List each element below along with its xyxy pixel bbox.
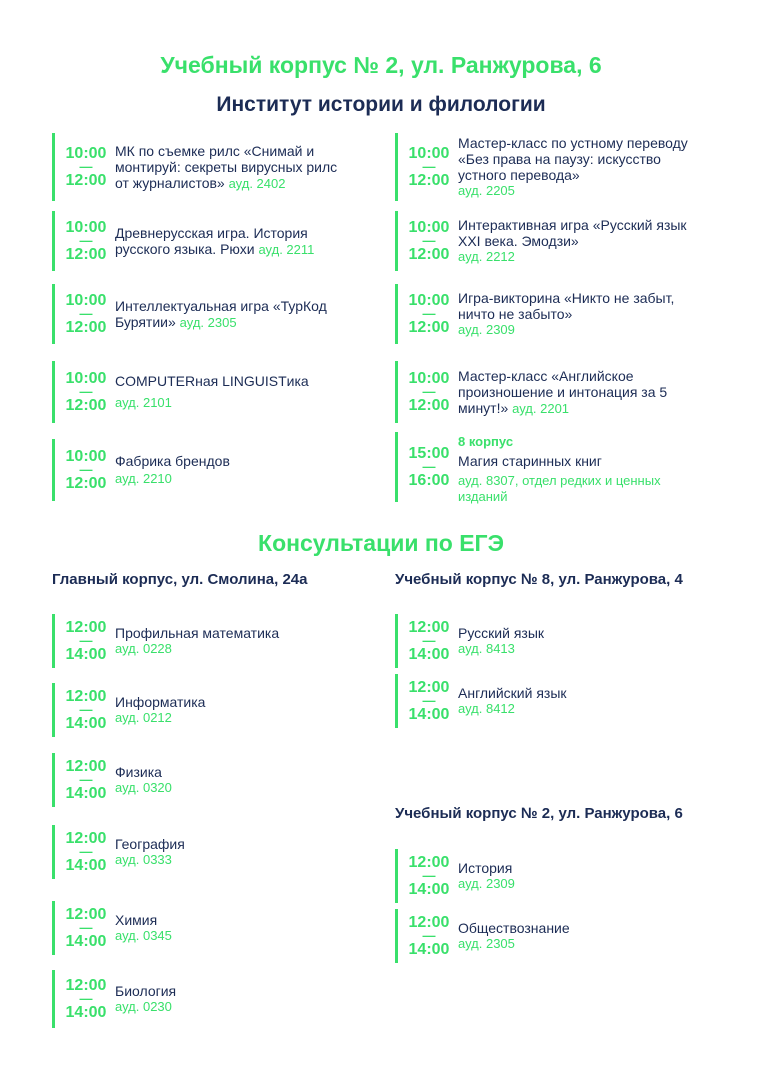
time-dash: — [422, 306, 436, 321]
start-time: 12:00 [65, 619, 107, 636]
end-time: 12:00 [408, 246, 450, 263]
event-item [395, 211, 708, 271]
event-item [52, 284, 345, 344]
start-time: 10:00 [408, 145, 450, 162]
event-title: Фабрика брендов [115, 453, 230, 469]
event-title: Мастер-класс «Английское произношение и интонация за 5 минут!» [458, 367, 668, 416]
end-time: 14:00 [65, 715, 107, 732]
event-item [52, 439, 345, 501]
time-dash: — [79, 633, 93, 648]
event-item [52, 361, 345, 423]
consultation-subject: Биология [115, 983, 177, 999]
event-title: Интеллектуальная игра «ТурКод Бурятии» [115, 297, 327, 330]
consultation-time [61, 970, 111, 1028]
consultation-item [52, 901, 355, 955]
consultation-room: ауд. 0333 [115, 852, 172, 867]
time-dash: — [79, 384, 93, 399]
consultation-time [61, 825, 111, 879]
start-time: 12:00 [65, 906, 107, 923]
ege-title: Консультации по ЕГЭ [258, 530, 504, 556]
consultation-subject: География [115, 836, 185, 852]
consultation-item [395, 614, 698, 668]
time-dash: — [422, 459, 436, 474]
event-title: Мастер-класс по устному переводу «Без права на паузу: искусство устного перевода» [458, 135, 688, 183]
corp8-heading: Учебный корпус № 8, ул. Ранжурова, 4 [395, 571, 683, 588]
end-time: 12:00 [408, 397, 450, 414]
consultation-room: ауд. 8412 [458, 701, 515, 716]
consultation-item [52, 753, 355, 807]
start-time: 10:00 [408, 219, 450, 236]
start-time: 12:00 [65, 977, 107, 994]
event-room: ауд. 8307, отдел редких и ценных изданий [458, 473, 661, 504]
event-time [404, 361, 454, 423]
event-time [404, 211, 454, 271]
consultation-room: ауд. 0230 [115, 999, 172, 1014]
event-time [61, 439, 111, 501]
consultation-subject: Физика [115, 764, 162, 780]
start-time: 15:00 [408, 445, 450, 462]
consultation-time [61, 614, 111, 668]
end-time: 14:00 [65, 857, 107, 874]
consultation-room: ауд. 2309 [458, 876, 515, 891]
consultation-subject: Профильная математика [115, 625, 280, 641]
start-time: 10:00 [65, 448, 107, 465]
end-time: 12:00 [408, 172, 450, 189]
end-time: 14:00 [408, 646, 450, 663]
event-room: ауд. 2210 [115, 471, 172, 486]
event-item [395, 361, 708, 423]
event-room: ауд. 2212 [458, 249, 515, 264]
consultation-item [395, 674, 698, 728]
consultation-room: ауд. 0345 [115, 928, 172, 943]
event-room: ауд. 2101 [115, 395, 172, 410]
time-dash: — [79, 920, 93, 935]
consultation-room: ауд. 2305 [458, 936, 515, 951]
end-time: 14:00 [65, 646, 107, 663]
event-item [52, 211, 345, 271]
start-time: 12:00 [408, 679, 450, 696]
end-time: 12:00 [65, 172, 107, 189]
consultation-item [52, 825, 355, 879]
main-building-heading: Главный корпус, ул. Смолина, 24а [52, 571, 308, 588]
event-title: COMPUTERная LINGUISTика [115, 373, 309, 389]
consultation-item [395, 909, 698, 963]
start-time: 12:00 [65, 758, 107, 775]
event-room: ауд. 2211 [258, 241, 315, 257]
consultation-time [404, 674, 454, 728]
consultation-subject: Русский язык [458, 625, 545, 641]
event-room: ауд. 2309 [458, 322, 515, 337]
end-time: 14:00 [65, 933, 107, 950]
consultation-time [61, 753, 111, 807]
end-time: 14:00 [65, 785, 107, 802]
event-time [61, 284, 111, 344]
event-item [395, 432, 708, 502]
end-time: 12:00 [65, 475, 107, 492]
end-time: 14:00 [408, 941, 450, 958]
consultation-item [52, 614, 355, 668]
consultation-subject: Информатика [115, 694, 206, 710]
time-dash: — [79, 772, 93, 787]
event-time [61, 133, 111, 201]
event-time [404, 284, 454, 344]
time-dash: — [422, 928, 436, 943]
consultation-time [404, 909, 454, 963]
consultation-subject: Химия [115, 912, 158, 928]
event-time [404, 133, 454, 201]
start-time: 12:00 [408, 914, 450, 931]
consultation-room: ауд. 0228 [115, 641, 172, 656]
time-dash: — [79, 159, 93, 174]
event-title: Древнерусская игра. История русского языка. Рюхи [115, 224, 308, 257]
end-time: 14:00 [65, 1004, 107, 1021]
event-item [395, 284, 708, 344]
end-time: 14:00 [408, 706, 450, 723]
start-time: 12:00 [408, 619, 450, 636]
consultation-time [61, 683, 111, 737]
consultation-time [61, 901, 111, 955]
end-time: 12:00 [65, 246, 107, 263]
start-time: 10:00 [65, 145, 107, 162]
consultation-time [404, 849, 454, 903]
start-time: 10:00 [408, 292, 450, 309]
time-dash: — [79, 306, 93, 321]
end-time: 14:00 [408, 881, 450, 898]
event-room: ауд. 2402 [228, 175, 286, 191]
consultation-item [52, 683, 355, 737]
event-room: ауд. 2201 [512, 400, 570, 416]
building-title: Учебный корпус № 2, ул. Ранжурова, 6 [160, 52, 602, 78]
consultation-item [395, 849, 698, 903]
event-time [61, 361, 111, 423]
end-time: 12:00 [408, 319, 450, 336]
event-time [404, 432, 454, 502]
institute-title: Институт истории и филологии [216, 93, 546, 116]
event-title: Интерактивная игра «Русский язык XXI века. Эмодзи» [458, 217, 687, 249]
time-dash: — [422, 633, 436, 648]
time-dash: — [79, 844, 93, 859]
time-dash: — [79, 462, 93, 477]
end-time: 16:00 [408, 472, 450, 489]
consultation-subject: Обществознание [458, 920, 570, 936]
event-title: Магия старинных книг [458, 453, 602, 469]
event-title: МК по съемке рилс «Снимай и монтируй: секреты вирусных рилс от журналистов» [115, 142, 338, 191]
corp2-heading: Учебный корпус № 2, ул. Ранжурова, 6 [395, 805, 683, 822]
time-dash: — [79, 233, 93, 248]
event-corpus: 8 корпус [458, 434, 514, 449]
start-time: 10:00 [408, 370, 450, 387]
start-time: 10:00 [65, 370, 107, 387]
event-time [61, 211, 111, 271]
consultation-item [52, 970, 355, 1028]
consultation-room: ауд. 8413 [458, 641, 515, 656]
time-dash: — [79, 702, 93, 717]
event-item [395, 133, 708, 201]
end-time: 12:00 [65, 319, 107, 336]
event-item [52, 133, 345, 201]
event-title: Игра-викторина «Никто не забыт, ничто не забыто» [458, 290, 675, 322]
event-room: ауд. 2305 [179, 314, 237, 330]
time-dash: — [422, 868, 436, 883]
consultation-subject: Английский язык [458, 685, 567, 701]
start-time: 12:00 [65, 688, 107, 705]
consultation-subject: История [458, 860, 513, 876]
start-time: 12:00 [65, 830, 107, 847]
start-time: 12:00 [408, 854, 450, 871]
start-time: 10:00 [65, 292, 107, 309]
time-dash: — [422, 384, 436, 399]
start-time: 10:00 [65, 219, 107, 236]
time-dash: — [422, 159, 436, 174]
consultation-room: ауд. 0212 [115, 710, 172, 725]
time-dash: — [422, 693, 436, 708]
time-dash: — [79, 991, 93, 1006]
event-room: ауд. 2205 [458, 183, 515, 198]
consultation-time [404, 614, 454, 668]
end-time: 12:00 [65, 397, 107, 414]
consultation-room: ауд. 0320 [115, 780, 172, 795]
time-dash: — [422, 233, 436, 248]
